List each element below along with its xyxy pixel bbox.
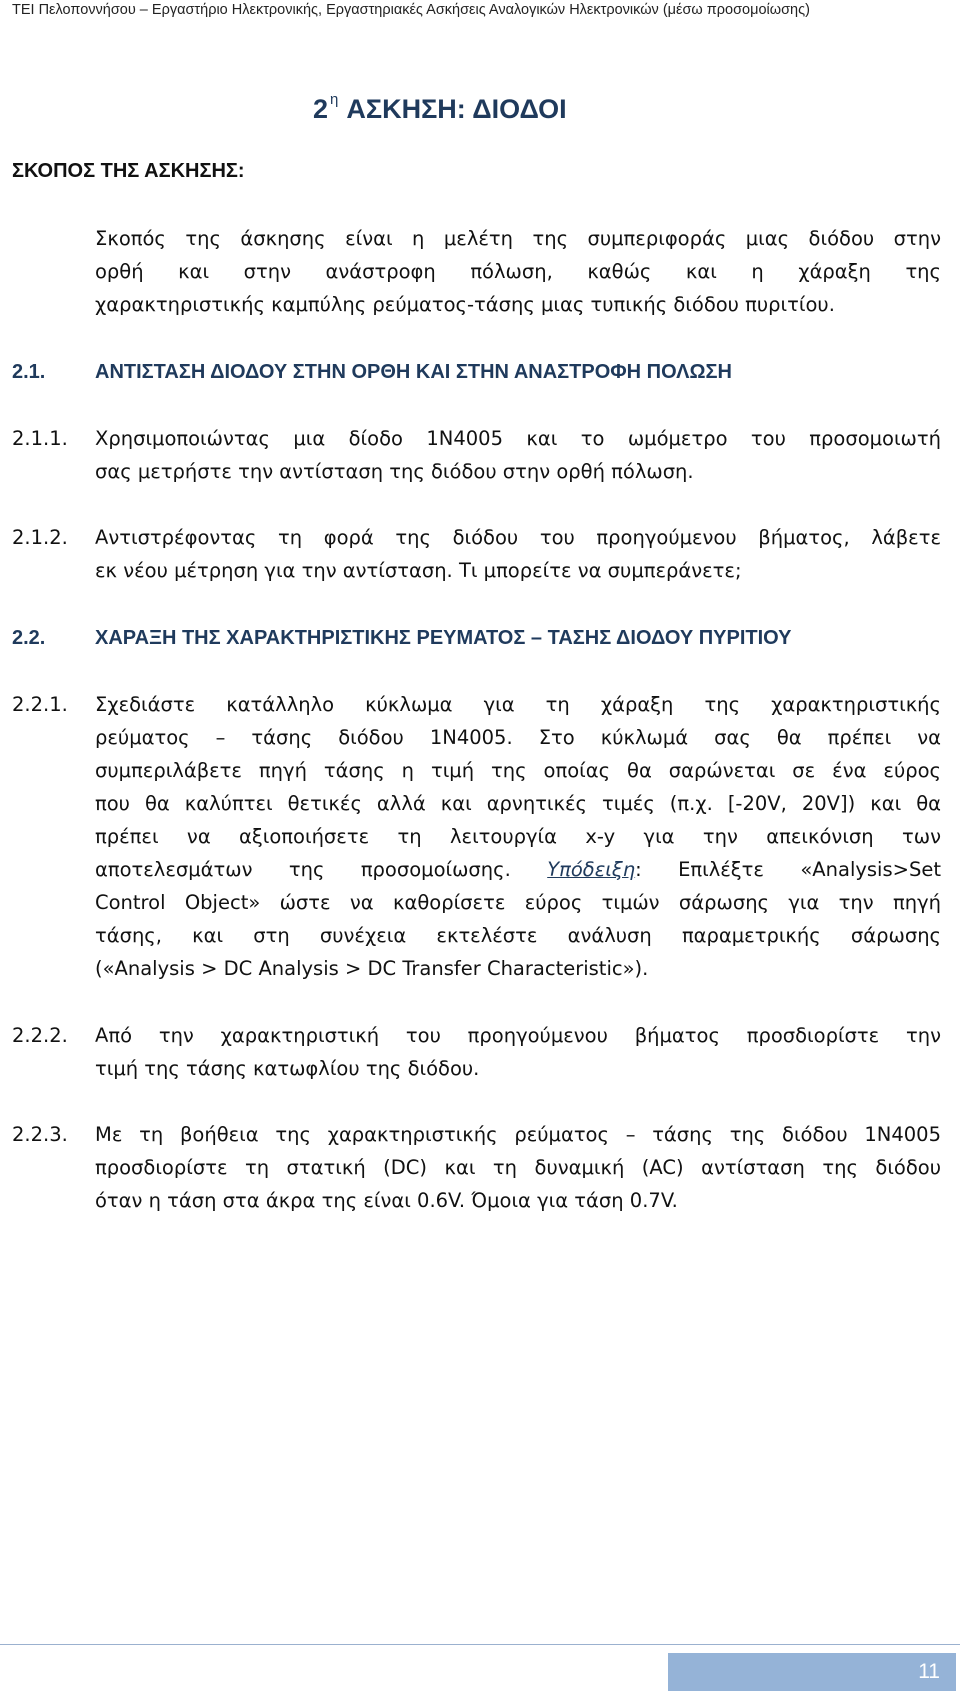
footer-rule — [0, 1644, 960, 1645]
item-2-2-3-number: 2.2.3. — [12, 1123, 68, 1146]
scope-line-1: Σκοπός της άσκησης είναι η μελέτη της συμπεριφοράς μιας διόδου στην — [95, 227, 941, 250]
title-number: 2 — [313, 94, 329, 124]
footer-page-box — [668, 1653, 956, 1691]
item-2-1-1-line-2: σας μετρήστε την αντίσταση της διόδου στην ορθή πόλωση. — [95, 460, 694, 483]
section-2-1-number: 2.1. — [12, 361, 46, 383]
title-text: ΑΣΚΗΣΗ: ΔΙΟΔΟΙ — [346, 94, 567, 124]
item-2-2-1-line-2: ρεύματος – τάσης διόδου 1Ν4005. Στο κύκλωμά σας θα πρέπει να — [95, 726, 941, 749]
item-2-1-1-number: 2.1.1. — [12, 427, 68, 450]
item-2-2-3-line-3: όταν η τάση στα άκρα της είναι 0.6V. Όμοια για τάση 0.7V. — [95, 1189, 678, 1212]
item-2-1-1-line-1: Χρησιμοποιώντας μια δίοδο 1Ν4005 και το ωμόμετρο του προσομοιωτή — [95, 427, 941, 450]
item-2-2-3-line-1: Με τη βοήθεια της χαρακτηριστικής ρεύματος – τάσης της διόδου 1Ν4005 — [95, 1123, 941, 1146]
running-header: ΤΕΙ Πελοποννήσου – Εργαστήριο Ηλεκτρονικής, Εργαστηριακές Ασκήσεις Αναλογικών Ηλεκτρονικών (μέσω προσομοίωσης) — [12, 2, 810, 18]
line-6-before-hint: αποτελεσμάτων της προσομοίωσης. — [95, 858, 511, 881]
item-2-2-1-line-7: Control Object» ώστε να καθορίσετε εύρος τιμών σάρωσης για την πηγή — [95, 891, 941, 914]
item-2-2-1-line-8: τάσης, και στη συνέχεια εκτελέστε ανάλυση παραμετρικής σάρωσης — [95, 924, 941, 947]
item-2-2-2-line-2: τιμή της τάσης κατωφλίου της διόδου. — [95, 1057, 480, 1080]
page-number: 11 — [918, 1660, 940, 1683]
item-2-2-2-line-1: Από την χαρακτηριστική του προηγούμενου βήματος προσδιορίστε την — [95, 1024, 941, 1047]
item-2-2-3-line-2: προσδιορίστε τη στατική (DC) και τη δυναμική (AC) αντίσταση της διόδου — [95, 1156, 941, 1179]
item-2-1-2-line-1: Αντιστρέφοντας τη φορά της διόδου του προηγούμενου βήματος, λάβετε — [95, 526, 941, 549]
item-2-2-1-line-5: πρέπει να αξιοποιήσετε τη λειτουργία x-y για την απεικόνιση των — [95, 825, 941, 848]
scope-line-3: χαρακτηριστικής καμπύλης ρεύματος-τάσης μιας τυπικής διόδου πυριτίου. — [95, 293, 835, 316]
item-2-1-2-number: 2.1.2. — [12, 526, 68, 549]
section-2-1-title: ΑΝΤΙΣΤΑΣΗ ΔΙΟΔΟΥ ΣΤΗΝ ΟΡΘΗ ΚΑΙ ΣΤΗΝ ΑΝΑΣΤΡΟΦΗ ΠΟΛΩΣΗ — [95, 361, 732, 383]
section-2-2-number: 2.2. — [12, 627, 46, 649]
scope-heading: ΣΚΟΠΟΣ ΤΗΣ ΑΣΚΗΣΗΣ: — [12, 160, 245, 182]
item-2-2-1-line-4: που θα καλύπτει θετικές αλλά και αρνητικές τιμές (π.χ. [-20V, 20V]) και θα — [95, 792, 941, 815]
item-2-2-1-line-9: («Analysis > DC Analysis > DC Transfer Characteristic»). — [95, 957, 649, 980]
item-2-2-1-line-6 — [95, 855, 941, 885]
hint-label: Υπόδειξη — [547, 858, 636, 881]
item-2-1-2-line-2: εκ νέου μέτρηση για την αντίσταση. Τι μπορείτε να συμπεράνετε; — [95, 559, 742, 582]
item-2-2-1-line-3: συμπεριλάβετε πηγή τάσης η τιμή της οποίας θα σαρώνεται σε ένα εύρος — [95, 759, 941, 782]
section-2-2-title: ΧΑΡΑΞΗ ΤΗΣ ΧΑΡΑΚΤΗΡΙΣΤΙΚΗΣ ΡΕΥΜΑΤΟΣ – ΤΑΣΗΣ ΔΙΟΔΟΥ ΠΥΡΙΤΙΟΥ — [95, 627, 792, 649]
title-superscript: η — [330, 91, 339, 108]
item-2-2-2-number: 2.2.2. — [12, 1024, 68, 1047]
scope-line-2: ορθή και στην ανάστροφη πόλωση, καθώς και η χάραξη της — [95, 260, 941, 283]
page-title — [313, 84, 567, 124]
line-6-after-hint: : Επιλέξτε «Analysis>Set — [635, 858, 941, 881]
item-2-2-1-number: 2.2.1. — [12, 693, 68, 716]
item-2-2-1-line-1: Σχεδιάστε κατάλληλο κύκλωμα για τη χάραξη της χαρακτηριστικής — [95, 693, 941, 716]
